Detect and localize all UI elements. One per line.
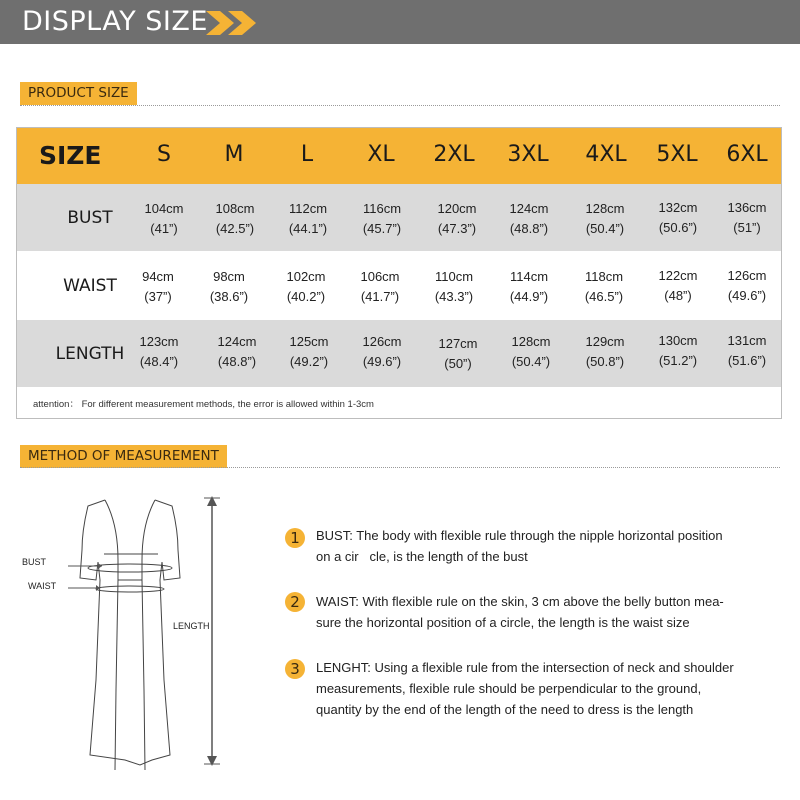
waist-value-4xl: 118cm (46.5”) bbox=[584, 269, 624, 304]
step-3-badge: 3 bbox=[285, 659, 305, 679]
method-divider bbox=[20, 467, 780, 468]
length-value-4xl: 129cm (50.8”) bbox=[585, 334, 625, 369]
size-4xl: 4XL bbox=[585, 142, 627, 167]
bust-value-2xl: 120cm (47.3”) bbox=[437, 201, 477, 236]
waist-value-xl: 106cm (41.7”) bbox=[360, 269, 400, 304]
double-chevron-icon bbox=[206, 11, 276, 35]
size-table bbox=[16, 127, 782, 419]
bust-value-4xl: 128cm (50.4”) bbox=[585, 201, 625, 236]
length-row bbox=[17, 320, 781, 387]
cardigan-outline-icon bbox=[20, 490, 260, 780]
bust-value-xl: 116cm (45.7”) bbox=[362, 201, 402, 236]
size-column-label: SIZE bbox=[39, 141, 102, 170]
size-6xl: 6XL bbox=[726, 142, 768, 167]
waist-label: WAIST bbox=[63, 276, 117, 296]
length-value-3xl: 128cm (50.4”) bbox=[511, 334, 551, 369]
step-1-badge: 1 bbox=[285, 528, 305, 548]
length-value-2xl: 127cm (50”) bbox=[438, 336, 478, 371]
length-value-m: 124cm (48.8”) bbox=[217, 334, 257, 369]
size-l: L bbox=[300, 142, 314, 167]
length-value-s: 123cm (48.4”) bbox=[139, 334, 179, 369]
bust-row bbox=[17, 184, 781, 251]
bust-value-s: 104cm (41”) bbox=[144, 201, 184, 236]
step-3-text: LENGHT: Using a flexible rule from the intersection of neck and shoulder measurements, flexible rule should be perpendicular to the ground, quantity by the end of the length of the need to dress is the length bbox=[316, 660, 734, 717]
bust-value-3xl: 124cm (48.8”) bbox=[509, 201, 549, 236]
length-label: LENGTH bbox=[55, 344, 125, 364]
bust-value-5xl: 132cm (50.6”) bbox=[658, 200, 698, 235]
figure-length-label: LENGTH bbox=[173, 621, 210, 631]
figure-bust-label: BUST bbox=[22, 557, 47, 567]
waist-value-3xl: 114cm (44.9”) bbox=[509, 269, 549, 304]
waist-value-s: 94cm (37”) bbox=[142, 269, 174, 304]
size-5xl: 5XL bbox=[656, 142, 698, 167]
size-3xl: 3XL bbox=[507, 142, 549, 167]
step-2-badge: 2 bbox=[285, 592, 305, 612]
size-header-row bbox=[17, 128, 781, 184]
bust-value-l: 112cm (44.1”) bbox=[288, 201, 328, 236]
size-xl: XL bbox=[367, 142, 395, 167]
bust-value-m: 108cm (42.5”) bbox=[215, 201, 255, 236]
size-s: S bbox=[157, 142, 171, 167]
size-m: M bbox=[224, 142, 244, 167]
waist-row bbox=[17, 251, 781, 320]
bust-value-6xl: 136cm (51”) bbox=[727, 200, 767, 235]
length-value-l: 125cm (49.2”) bbox=[289, 334, 329, 369]
garment-figure bbox=[20, 490, 260, 780]
waist-value-5xl: 122cm (48”) bbox=[658, 268, 698, 303]
waist-value-l: 102cm (40.2”) bbox=[286, 269, 326, 304]
length-value-5xl: 130cm (51.2”) bbox=[658, 333, 698, 368]
length-value-6xl: 131cm (51.6”) bbox=[727, 333, 767, 368]
bust-label: BUST bbox=[67, 208, 113, 228]
product-size-divider bbox=[20, 105, 780, 106]
waist-value-2xl: 110cm (43.3”) bbox=[434, 269, 474, 304]
attention-note: attention： For different measurement methods, the error is allowed within 1-3cm bbox=[33, 399, 374, 410]
figure-waist-label: WAIST bbox=[28, 581, 57, 591]
waist-value-6xl: 126cm (49.6”) bbox=[727, 268, 767, 303]
step-2-text: WAIST: With flexible rule on the skin, 3 cm above the belly button mea- sure the horizontal position of a circle, the length is the waist size bbox=[316, 594, 724, 630]
size-2xl: 2XL bbox=[433, 142, 475, 167]
step-1-text: BUST: The body with flexible rule through the nipple horizontal position on a cir cle, is the length of the bust bbox=[316, 528, 723, 564]
waist-value-m: 98cm (38.6”) bbox=[209, 269, 249, 304]
method-label: METHOD OF MEASUREMENT bbox=[20, 445, 227, 468]
length-value-xl: 126cm (49.6”) bbox=[362, 334, 402, 369]
page-title: DISPLAY SIZE bbox=[22, 6, 208, 37]
product-size-label: PRODUCT SIZE bbox=[20, 82, 137, 105]
